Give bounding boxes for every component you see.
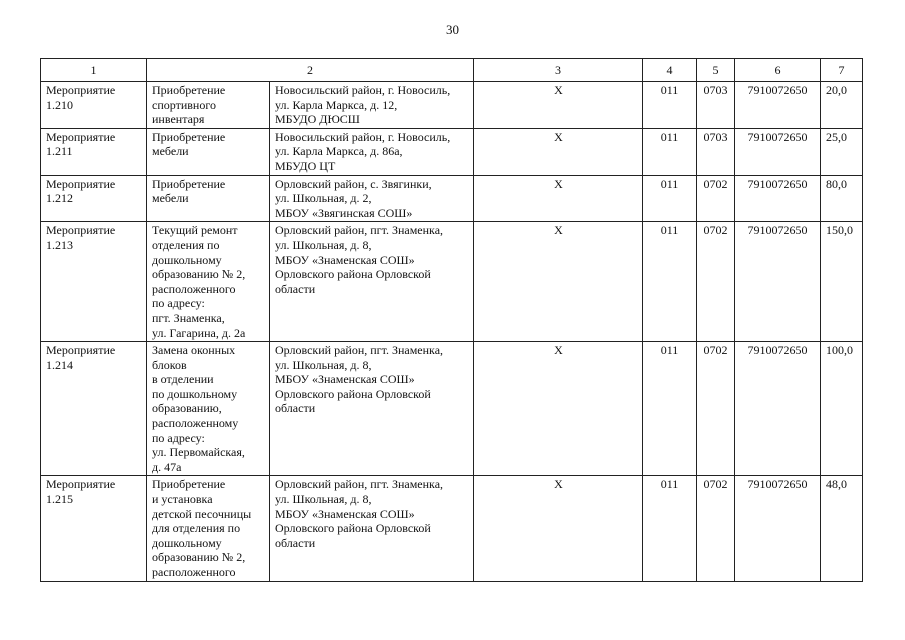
header-row	[41, 59, 863, 82]
description-cell: Приобретение спортивного инвентаря	[147, 82, 270, 129]
event-cell: Мероприятие 1.212	[41, 175, 147, 222]
col6-cell: 7910072650	[735, 175, 821, 222]
address-cell: Орловский район, с. Звягинки, ул. Школьная, д. 2, МБОУ «Звягинская СОШ»	[270, 175, 474, 222]
col4-cell: 011	[643, 342, 697, 476]
description-cell: Приобретение мебели	[147, 128, 270, 175]
col7-cell: 150,0	[821, 222, 863, 342]
description-cell: Текущий ремонт отделения по дошкольному образованию № 2, расположенного по адресу: пгт. Знаменка, ул. Гагарина, д. 2а	[147, 222, 270, 342]
table-row	[41, 222, 863, 342]
header-col-2: 2	[147, 59, 474, 82]
col4-cell: 011	[643, 175, 697, 222]
page-number: 30	[446, 22, 459, 37]
event-cell: Мероприятие 1.214	[41, 342, 147, 476]
col3-cell: X	[474, 222, 643, 342]
col7-cell: 100,0	[821, 342, 863, 476]
col5-cell: 0702	[697, 222, 735, 342]
col5-cell: 0702	[697, 476, 735, 581]
col7-cell: 80,0	[821, 175, 863, 222]
table-row	[41, 82, 863, 129]
col4-cell: 011	[643, 128, 697, 175]
header-col-3: 3	[474, 59, 643, 82]
col6-cell: 7910072650	[735, 476, 821, 581]
col3-cell: X	[474, 476, 643, 581]
col4-cell: 011	[643, 82, 697, 129]
address-cell: Новосильский район, г. Новосиль, ул. Карла Маркса, д. 12, МБУДО ДЮСШ	[270, 82, 474, 129]
header-col-7: 7	[821, 59, 863, 82]
address-cell: Орловский район, пгт. Знаменка, ул. Школьная, д. 8, МБОУ «Знаменская СОШ» Орловского района Орловской области	[270, 476, 474, 581]
event-cell: Мероприятие 1.210	[41, 82, 147, 129]
events-table	[40, 58, 863, 582]
address-cell: Новосильский район, г. Новосиль, ул. Карла Маркса, д. 86а, МБУДО ЦТ	[270, 128, 474, 175]
table-row	[41, 342, 863, 476]
table-row	[41, 128, 863, 175]
event-cell: Мероприятие 1.211	[41, 128, 147, 175]
col4-cell: 011	[643, 222, 697, 342]
col7-cell: 48,0	[821, 476, 863, 581]
table-row	[41, 476, 863, 581]
event-cell: Мероприятие 1.215	[41, 476, 147, 581]
col6-cell: 7910072650	[735, 128, 821, 175]
description-cell: Замена оконных блоков в отделении по дошкольному образованию, расположенному по адресу: ул. Первомайская, д. 47а	[147, 342, 270, 476]
col6-cell: 7910072650	[735, 342, 821, 476]
col5-cell: 0702	[697, 175, 735, 222]
col7-cell: 25,0	[821, 128, 863, 175]
col4-cell: 011	[643, 476, 697, 581]
col5-cell: 0703	[697, 128, 735, 175]
description-cell: Приобретение и установка детской песочницы для отделения по дошкольному образованию № 2, расположенного	[147, 476, 270, 581]
col7-cell: 20,0	[821, 82, 863, 129]
header-col-5: 5	[697, 59, 735, 82]
col3-cell: X	[474, 128, 643, 175]
col3-cell: X	[474, 342, 643, 476]
col6-cell: 7910072650	[735, 222, 821, 342]
col5-cell: 0702	[697, 342, 735, 476]
table-row	[41, 175, 863, 222]
description-cell: Приобретение мебели	[147, 175, 270, 222]
address-cell: Орловский район, пгт. Знаменка, ул. Школьная, д. 8, МБОУ «Знаменская СОШ» Орловского района Орловской области	[270, 222, 474, 342]
header-col-4: 4	[643, 59, 697, 82]
col3-cell: X	[474, 82, 643, 129]
header-col-6: 6	[735, 59, 821, 82]
address-cell: Орловский район, пгт. Знаменка, ул. Школьная, д. 8, МБОУ «Знаменская СОШ» Орловского района Орловской области	[270, 342, 474, 476]
col5-cell: 0703	[697, 82, 735, 129]
header-col-1: 1	[41, 59, 147, 82]
col3-cell: X	[474, 175, 643, 222]
col6-cell: 7910072650	[735, 82, 821, 129]
event-cell: Мероприятие 1.213	[41, 222, 147, 342]
